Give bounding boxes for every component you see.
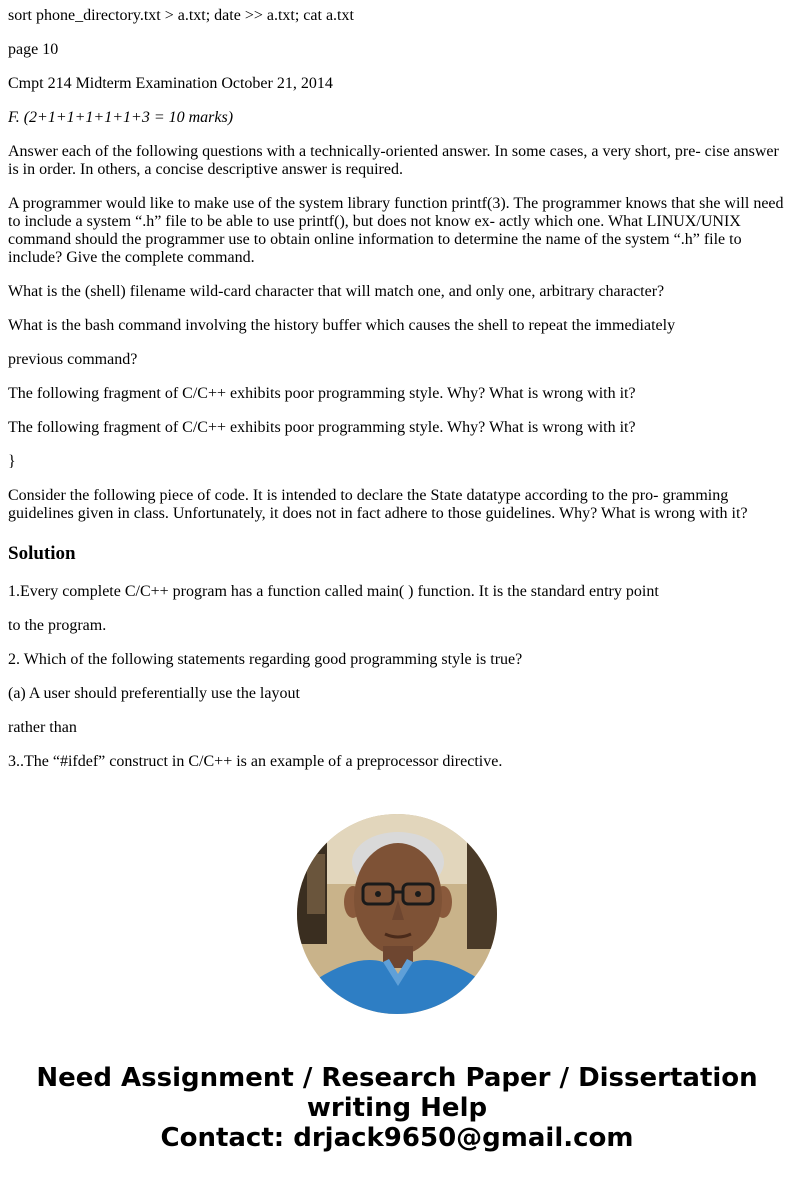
question-history: What is the bash command involving the history buffer which causes the shell to repeat the immediately: [8, 317, 676, 334]
solution-2-option-a: (a) A user should preferentially use the layout: [8, 685, 300, 702]
author-photo-illustration: [297, 814, 497, 1014]
promo-contact: Contact: drjack9650@gmail.com: [160, 1123, 634, 1153]
section-marks: F. (2+1+1+1+1+1+3 = 10 marks): [8, 109, 234, 126]
author-avatar: [297, 814, 497, 1014]
instructions-paragraph: Answer each of the following questions with a technically-oriented answer. In some cases, a very short, pre- cise answer is in order. In others, a concise descriptive answer is required.: [8, 143, 779, 178]
question-wildcard: What is the (shell) filename wild-card character that will match one, and only one, arbitrary character?: [8, 283, 665, 300]
question-printf: A programmer would like to make use of the system library function printf(3). The programmer knows that she will need to include a system “.h” file to be able to use printf(), but does not know ex- actly which one. What LINUX/UNIX command should the programmer use to obtain online information to determine the name of the system “.h” file to include? Give the complete command.: [8, 195, 784, 266]
question-history-continued: previous command?: [8, 351, 138, 368]
document-body: [0, 7, 794, 771]
question-state-datatype: Consider the following piece of code. It is intended to declare the State datatype according to the pro- gramming guidelines given in class. Unfortunately, it does not in fact adhere to those guidelines. Why? What is wrong with it?: [8, 487, 748, 522]
page-number: page 10: [8, 41, 59, 58]
promo-line-1: Need Assignment / Research Paper / Dissertation: [36, 1063, 758, 1093]
closing-brace: }: [8, 453, 16, 470]
solution-3: 3..The “#ifdef” construct in C/C++ is an example of a preprocessor directive.: [8, 753, 503, 770]
promo-banner: [0, 1063, 794, 1153]
command-line: sort phone_directory.txt > a.txt; date >> a.txt; cat a.txt: [8, 7, 354, 24]
promo-line-2: writing Help: [306, 1093, 488, 1123]
solution-1: 1.Every complete C/C++ program has a function called main( ) function. It is the standard entry point: [8, 583, 659, 600]
solution-1-continued: to the program.: [8, 617, 107, 634]
question-style-1: The following fragment of C/C++ exhibits poor programming style. Why? What is wrong with it?: [8, 385, 636, 402]
solution-2-rather-than: rather than: [8, 719, 77, 736]
solution-2: 2. Which of the following statements regarding good programming style is true?: [8, 651, 523, 668]
exam-header: Cmpt 214 Midterm Examination October 21, 2014: [8, 75, 333, 92]
solution-heading: Solution: [8, 543, 76, 564]
question-style-2: The following fragment of C/C++ exhibits poor programming style. Why? What is wrong with it?: [8, 419, 636, 436]
